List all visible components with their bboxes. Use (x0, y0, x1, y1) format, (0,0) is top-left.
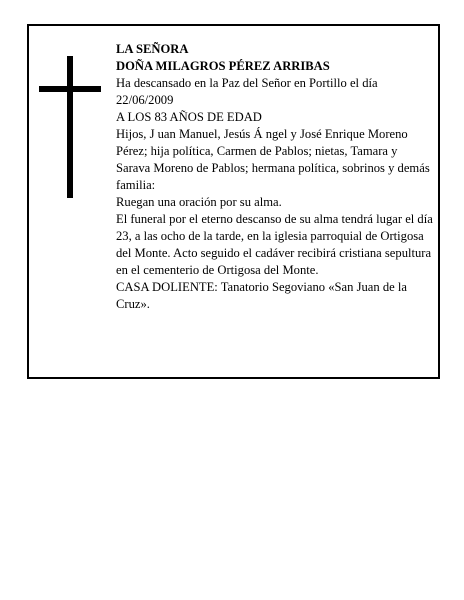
death-statement: Ha descansado en la Paz del Señor en Portillo el día 22/06/2009 (116, 76, 378, 107)
family-list: Hijos, J uan Manuel, Jesús Á ngel y José Enrique Moreno Pérez; hija política, Carmen de Pablos; nietas, Tamara y Sarava Moreno de Pablos; hermana política, sobrinos y demás familia: (116, 127, 430, 192)
age-statement: A LOS 83 AÑOS DE EDAD (116, 110, 262, 124)
funeral-details: El funeral por el eterno descanso de su alma tendrá lugar el día 23, a las ocho de la tarde, en la iglesia parroquial de Ortigosa del Monte. Acto seguido el cadáver recibirá cristiana sepultura en el cementerio de Ortigosa del Monte. (116, 212, 433, 277)
notice-text (116, 41, 434, 313)
obituary-notice (27, 24, 440, 379)
heading-title: LA SEÑORA (116, 42, 189, 56)
deceased-name: DOÑA MILAGROS PÉREZ ARRIBAS (116, 59, 330, 73)
cross-vertical-bar (67, 56, 73, 198)
cross-icon (39, 56, 101, 198)
prayer-request: Ruegan una oración por su alma. (116, 195, 282, 209)
mourning-house: CASA DOLIENTE: Tanatorio Segoviano «San Juan de la Cruz». (116, 280, 407, 311)
cross-horizontal-bar (39, 86, 101, 92)
